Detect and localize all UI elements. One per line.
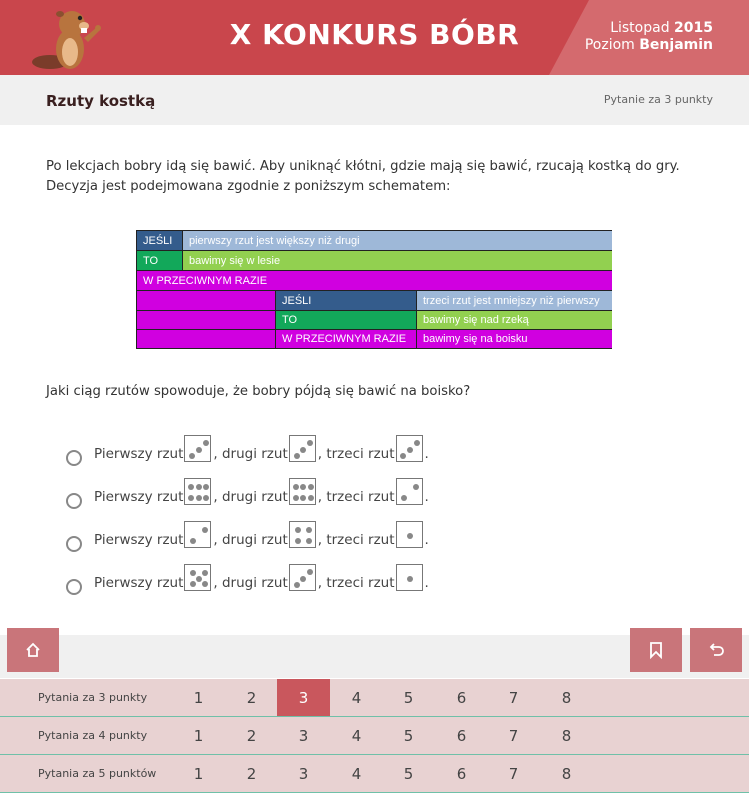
month-label: Listopad bbox=[610, 20, 670, 36]
nav-question-button[interactable]: 2 bbox=[246, 726, 257, 745]
die-pip bbox=[407, 447, 413, 453]
decision-table bbox=[136, 230, 612, 349]
die-pip bbox=[306, 538, 312, 544]
table-then-2: TO bbox=[276, 311, 417, 330]
nav-question-button[interactable]: 7 bbox=[508, 764, 519, 783]
question-intro: Po lekcjach bobry idą się bawić. Aby uniknąć kłótni, gdzie mają się bawić, rzucają kostką do gry. Decyzja jest podejmowana zgodnie z poniższym schematem: bbox=[46, 159, 680, 194]
die-face-1-icon bbox=[396, 564, 423, 591]
answer-option[interactable] bbox=[66, 518, 429, 548]
answer-radio[interactable] bbox=[66, 493, 82, 509]
nav-question-button[interactable]: 3 bbox=[277, 679, 330, 716]
option-label: Pierwszy rzut bbox=[94, 532, 184, 548]
die-pip bbox=[306, 527, 312, 533]
die-pip bbox=[293, 484, 299, 490]
table-if-2: JEŚLI bbox=[276, 291, 417, 311]
option-label: Pierwszy rzut bbox=[94, 575, 184, 591]
nav-question-button[interactable]: 8 bbox=[561, 764, 572, 783]
die-face-6-icon bbox=[184, 478, 211, 505]
undo-icon bbox=[707, 641, 725, 659]
die-pip bbox=[308, 484, 314, 490]
nav-question-button[interactable]: 1 bbox=[193, 764, 204, 783]
nav-question-button[interactable]: 5 bbox=[403, 726, 414, 745]
nav-question-button[interactable]: 6 bbox=[456, 764, 467, 783]
table-else-2: W PRZECIWNYM RAZIE bbox=[276, 330, 417, 348]
nav-row-label: Pytania za 4 punkty bbox=[38, 729, 148, 742]
answer-option[interactable] bbox=[66, 561, 429, 591]
die-face-4-icon bbox=[289, 521, 316, 548]
die-pip bbox=[203, 495, 209, 501]
die-pip bbox=[190, 581, 196, 587]
die-pip bbox=[295, 538, 301, 544]
die-pip bbox=[300, 576, 306, 582]
bookmark-button[interactable] bbox=[630, 628, 682, 672]
die-face-6-icon bbox=[289, 478, 316, 505]
die-pip bbox=[307, 440, 313, 446]
nav-row bbox=[0, 717, 749, 755]
die-pip bbox=[308, 495, 314, 501]
nav-question-button[interactable]: 6 bbox=[456, 688, 467, 707]
nav-question-button[interactable]: 4 bbox=[351, 726, 362, 745]
die-face-5-icon bbox=[184, 564, 211, 591]
die-pip bbox=[400, 453, 406, 459]
nav-question-button[interactable]: 1 bbox=[193, 688, 204, 707]
die-pip bbox=[294, 453, 300, 459]
die-pip bbox=[413, 484, 419, 490]
die-pip bbox=[407, 533, 413, 539]
option-label: , trzeci rzut bbox=[317, 489, 395, 505]
die-pip bbox=[188, 484, 194, 490]
die-pip bbox=[202, 570, 208, 576]
question-text: Jaki ciąg rzutów spowoduje, że bobry pójdą się bawić na boisko? bbox=[46, 384, 471, 399]
nav-question-button[interactable]: 2 bbox=[246, 764, 257, 783]
answer-option[interactable] bbox=[66, 475, 429, 505]
table-if-1: JEŚLI bbox=[137, 231, 183, 251]
die-pip bbox=[300, 495, 306, 501]
home-icon bbox=[24, 641, 42, 659]
die-pip bbox=[202, 581, 208, 587]
level-value: Benjamin bbox=[639, 37, 713, 53]
nav-row-label: Pytania za 3 punkty bbox=[38, 691, 148, 704]
bookmark-icon bbox=[648, 641, 664, 659]
die-pip bbox=[190, 538, 196, 544]
die-pip bbox=[300, 484, 306, 490]
die-pip bbox=[294, 582, 300, 588]
nav-question-button[interactable]: 4 bbox=[351, 764, 362, 783]
die-pip bbox=[190, 570, 196, 576]
option-label: , trzeci rzut bbox=[317, 575, 395, 591]
nav-row bbox=[0, 679, 749, 717]
nav-row-label: Pytania za 5 punktów bbox=[38, 767, 157, 780]
nav-question-button[interactable]: 8 bbox=[561, 726, 572, 745]
nav-question-button[interactable]: 5 bbox=[403, 764, 414, 783]
die-pip bbox=[300, 447, 306, 453]
nav-question-button[interactable]: 8 bbox=[561, 688, 572, 707]
option-label: Pierwszy rzut bbox=[94, 446, 184, 462]
nav-question-button[interactable]: 3 bbox=[298, 726, 309, 745]
die-pip bbox=[196, 484, 202, 490]
nav-row bbox=[0, 755, 749, 793]
table-result-1: bawimy się w lesie bbox=[183, 251, 612, 271]
table-condition-1: pierwszy rzut jest większy niż drugi bbox=[183, 231, 612, 251]
answer-radio[interactable] bbox=[66, 450, 82, 466]
die-pip bbox=[203, 484, 209, 490]
option-label: . bbox=[424, 446, 429, 462]
die-pip bbox=[401, 495, 407, 501]
table-indent-2 bbox=[137, 311, 276, 330]
die-pip bbox=[307, 569, 313, 575]
contest-meta bbox=[585, 20, 713, 54]
nav-question-button[interactable]: 4 bbox=[351, 688, 362, 707]
die-pip bbox=[188, 495, 194, 501]
die-pip bbox=[414, 440, 420, 446]
question-points: Pytanie za 3 punkty bbox=[603, 93, 713, 106]
table-result-3: bawimy się na boisku bbox=[417, 330, 612, 348]
die-face-2-icon bbox=[396, 478, 423, 505]
option-label: Pierwszy rzut bbox=[94, 489, 184, 505]
die-pip bbox=[196, 447, 202, 453]
die-pip bbox=[295, 527, 301, 533]
nav-question-button[interactable]: 5 bbox=[403, 688, 414, 707]
option-label: . bbox=[424, 532, 429, 548]
header-banner bbox=[0, 0, 749, 75]
home-button[interactable] bbox=[7, 628, 59, 672]
nav-question-button[interactable]: 6 bbox=[456, 726, 467, 745]
die-pip bbox=[189, 453, 195, 459]
answer-option[interactable] bbox=[66, 432, 429, 462]
option-label: , drugi rzut bbox=[213, 446, 288, 462]
die-pip bbox=[293, 495, 299, 501]
nav-question-button[interactable]: 2 bbox=[246, 688, 257, 707]
option-label: , drugi rzut bbox=[213, 575, 288, 591]
undo-button[interactable] bbox=[690, 628, 742, 672]
table-else-1: W PRZECIWNYM RAZIE bbox=[137, 271, 612, 291]
contest-title: X KONKURS BÓBR bbox=[229, 18, 520, 51]
die-face-3-icon bbox=[289, 564, 316, 591]
die-pip bbox=[203, 440, 209, 446]
die-face-3-icon bbox=[289, 435, 316, 462]
option-label: , trzeci rzut bbox=[317, 532, 395, 548]
option-label: , drugi rzut bbox=[213, 532, 288, 548]
question-header bbox=[0, 75, 749, 125]
die-pip bbox=[407, 576, 413, 582]
die-face-3-icon bbox=[184, 435, 211, 462]
question-title: Rzuty kostką bbox=[46, 92, 156, 110]
die-face-1-icon bbox=[396, 521, 423, 548]
nav-question-button[interactable]: 7 bbox=[508, 726, 519, 745]
table-result-2: bawimy się nad rzeką bbox=[417, 311, 612, 330]
option-label: , drugi rzut bbox=[213, 489, 288, 505]
option-label: . bbox=[424, 489, 429, 505]
option-label: , trzeci rzut bbox=[317, 446, 395, 462]
nav-question-button[interactable]: 3 bbox=[298, 764, 309, 783]
year-label: 2015 bbox=[674, 20, 713, 36]
die-face-3-icon bbox=[396, 435, 423, 462]
table-then-1: TO bbox=[137, 251, 183, 271]
die-face-2-icon bbox=[184, 521, 211, 548]
level-label: Poziom bbox=[584, 37, 635, 53]
answer-radio[interactable] bbox=[66, 579, 82, 595]
nav-question-button[interactable]: 1 bbox=[193, 726, 204, 745]
die-pip bbox=[202, 527, 208, 533]
nav-question-button[interactable]: 7 bbox=[508, 688, 519, 707]
die-pip bbox=[196, 576, 202, 582]
table-indent-1 bbox=[137, 291, 276, 311]
answer-radio[interactable] bbox=[66, 536, 82, 552]
table-condition-2: trzeci rzut jest mniejszy niż pierwszy bbox=[417, 291, 612, 311]
die-pip bbox=[196, 495, 202, 501]
option-label: . bbox=[424, 575, 429, 591]
table-indent-3 bbox=[137, 330, 276, 348]
